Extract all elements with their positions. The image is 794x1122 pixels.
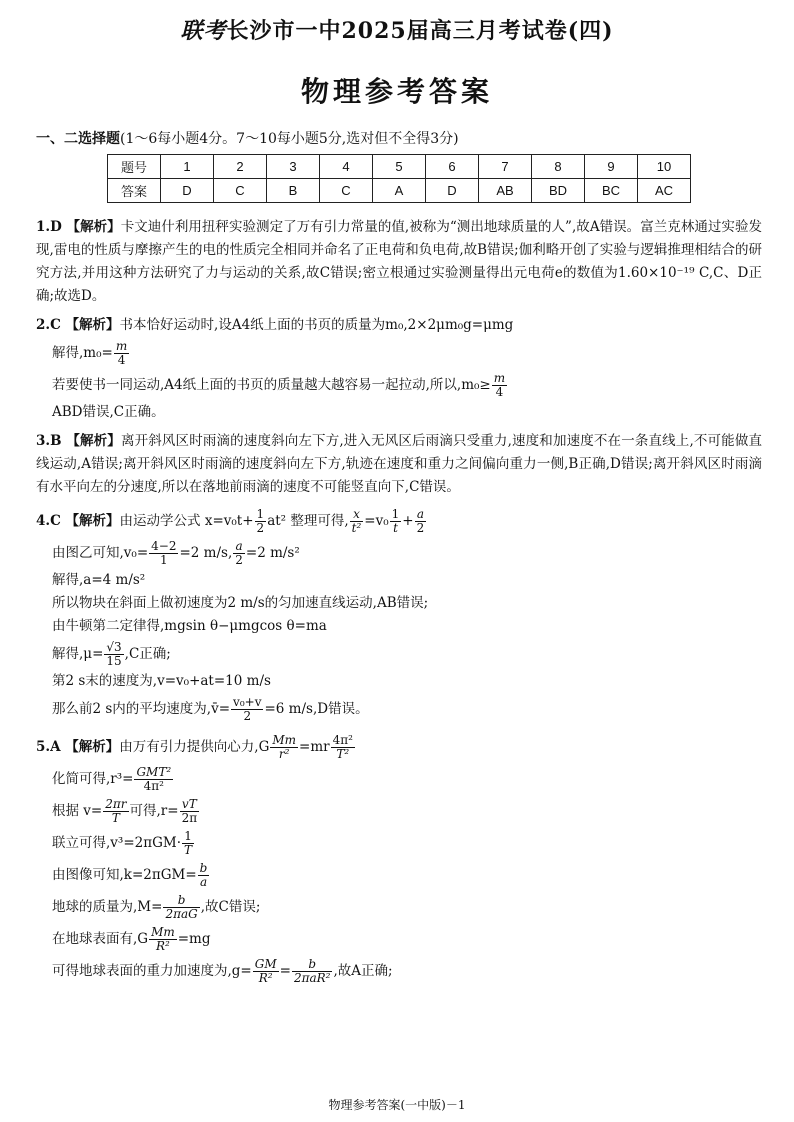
denominator: r² (278, 747, 290, 761)
fraction (415, 508, 427, 535)
solution-5-lead: 5.A 【解析】 (36, 739, 120, 755)
denominator: 4π² (143, 779, 164, 793)
table-cell: B (267, 179, 320, 203)
solutions (36, 216, 762, 987)
denominator: T² (336, 747, 350, 761)
text: + (402, 513, 414, 529)
numerator: b (163, 894, 199, 908)
fraction (198, 862, 210, 889)
numerator: Mm (151, 925, 175, 939)
fraction (253, 958, 279, 985)
numerator: √3 (106, 640, 122, 654)
fraction (104, 641, 123, 668)
text: =v₀ (364, 513, 389, 529)
denominator: 2 (256, 521, 265, 535)
text: 可得地球表面的重力加速度为,g= (52, 963, 252, 979)
table-cell: C (214, 179, 267, 203)
denominator: 2πaG (165, 907, 198, 921)
solution-5-line6 (36, 891, 762, 923)
text: =2 m/s² (245, 545, 300, 561)
numerator: 1 (256, 507, 265, 521)
table-cell: 2 (214, 155, 267, 179)
solution-2-lead: 2.C 【解析】 (36, 317, 120, 333)
denominator: t (393, 521, 398, 535)
solution-5-line3 (36, 795, 762, 827)
fraction (331, 734, 355, 761)
text: at² 整理可得, (267, 513, 349, 529)
fraction (231, 696, 263, 723)
table-cell: AB (479, 179, 532, 203)
text: 由万有引力提供向心力,G (119, 739, 270, 755)
fraction (350, 508, 364, 535)
solution-3-lead: 3.B 【解析】 (36, 433, 121, 449)
numerator: x (350, 508, 364, 522)
text: 可得,r= (129, 803, 179, 819)
table-cell: A (373, 179, 426, 203)
numerator: Mm (272, 733, 297, 747)
denominator: 2 (416, 521, 425, 535)
denominator: 2 (235, 553, 243, 567)
text: 由运动学公式 x=v₀t+ (119, 513, 254, 529)
denominator: 2 (243, 709, 252, 723)
numerator: 1 (182, 830, 194, 844)
text: 那么前2 s内的平均速度为,v̄= (52, 701, 231, 717)
table-cell: 4 (320, 155, 373, 179)
fraction (180, 798, 200, 825)
text: ,故C错误; (200, 899, 261, 915)
denominator: 15 (106, 654, 122, 668)
solution-4-line8 (36, 693, 762, 725)
header (0, 14, 794, 45)
denominator: 4 (117, 353, 126, 367)
table-cell: 7 (479, 155, 532, 179)
table-row-numbers (108, 155, 691, 179)
text: 地球的质量为,M= (52, 899, 163, 915)
solution-3-text: 离开斜风区时雨滴的速度斜向左下方,进入无风区后雨滴只受重力,速度和加速度不在一条直线上,不可能做直线运动,A错误;离开斜风区时雨滴的速度斜向左下方,轨迹在速度和重力之间偏向重力一侧,B正确,D错误;离开斜风区时雨滴有水平向左的分速度,所以在落地前雨滴的速度不可能竖直向下,C错误。 (36, 433, 762, 495)
brand-logo: 联考 (180, 18, 227, 44)
text: =2 m/s, (179, 545, 233, 561)
fraction (270, 734, 298, 761)
numerator: GM (254, 957, 277, 971)
text: 若要使书一同运动,A4纸上面的书页的质量越大越容易一起拉动,所以,m₀≥ (52, 377, 491, 393)
solution-1-text: 卡文迪什利用扭秤实验测定了万有引力常量的值,被称为“测出地球质量的人”,故A错误。富兰克林通过实验发现,雷电的性质与摩擦产生的电的性质完全相同并命名了正电荷和负电荷,故B错误;伽利略开创了实验与逻辑推理相结合的研究方法,并用这种方法研究了力与运动的关系,故C错误;密立根通过实验测量得出元电荷e的数值为1.60×10⁻¹⁹ C,C、D正确;故选D。 (36, 219, 762, 304)
section-note: (1～6每小题4分。7～10每小题5分,选对但不全得3分) (120, 131, 459, 147)
solution-4-line4: 所以物块在斜面上做初速度为2 m/s的匀加速直线运动,AB错误; (52, 595, 429, 611)
fraction (103, 798, 128, 825)
numerator: GMT² (136, 765, 172, 779)
solution-2-line4: ABD错误,C正确。 (52, 404, 165, 420)
solution-4 (36, 505, 762, 537)
numerator: 2πr (105, 797, 127, 811)
denominator: T (184, 843, 193, 857)
fraction (163, 894, 199, 921)
solution-5 (36, 731, 762, 763)
table-cell: 8 (532, 155, 585, 179)
numerator: 4−2 (151, 539, 177, 553)
solution-4-line7: 第2 s末的速度为,v=v₀+at=10 m/s (52, 673, 271, 689)
denominator: 2π (181, 811, 198, 825)
table-cell: 9 (585, 155, 638, 179)
solution-2-line3 (36, 369, 762, 401)
exam-title: 长沙市一中2025届高三月考试卷(四) (226, 18, 614, 44)
fraction (114, 340, 129, 367)
solution-4-line2 (36, 537, 762, 569)
page-footer: 物理参考答案(一中版)－1 (328, 1098, 466, 1112)
numerator: m (115, 339, 128, 353)
solution-2-line1: 书本恰好运动时,设A4纸上面的书页的质量为m₀,2×2μm₀g=μmg (119, 317, 514, 333)
denominator: 4 (495, 385, 504, 399)
numerator: b (292, 958, 333, 972)
table-cell: BD (532, 179, 585, 203)
solution-5-line5 (36, 859, 762, 891)
text: ,C正确; (124, 646, 171, 662)
table-cell: D (161, 179, 214, 203)
denominator: a (199, 875, 208, 889)
text: 联立可得,v³=2πGM· (52, 835, 182, 851)
solution-5-line4 (36, 827, 762, 859)
fraction (255, 508, 267, 535)
fraction (149, 540, 178, 567)
solution-5-line2 (36, 763, 762, 795)
table-cell: 3 (267, 155, 320, 179)
numerator: a (415, 508, 427, 522)
table-row-answers (108, 179, 691, 203)
text: ,故A正确; (333, 963, 393, 979)
solution-1 (36, 216, 762, 308)
solution-1-lead: 1.D 【解析】 (36, 219, 121, 235)
fraction (182, 830, 194, 857)
solution-5-line8 (36, 955, 762, 987)
fraction (149, 926, 177, 953)
text: 由图像可知,k=2πGM= (52, 867, 197, 883)
solution-4-lead: 4.C 【解析】 (36, 513, 120, 529)
text: = (279, 963, 291, 979)
text: 解得,μ= (52, 646, 104, 662)
text: =mg (177, 931, 211, 947)
numerator: 4π² (332, 733, 353, 747)
denominator: t² (351, 521, 362, 535)
fraction (233, 540, 245, 567)
text: =mr (299, 739, 330, 755)
text: 由图乙可知,v₀= (52, 545, 149, 561)
section-heading (36, 128, 459, 148)
solution-4-line5: 由牛顿第二定律得,mgsin θ−μmgcos θ=ma (52, 618, 327, 634)
text: 化简可得,r³= (52, 771, 134, 787)
table-cell: 1 (161, 155, 214, 179)
fraction (390, 508, 402, 535)
fraction (492, 372, 507, 399)
fraction (292, 958, 333, 985)
numerator: m (493, 371, 506, 385)
solution-5-line7 (36, 923, 762, 955)
row-label-answers: 答案 (108, 179, 161, 203)
numerator: a (233, 540, 245, 554)
table-cell: 6 (426, 155, 479, 179)
text: 根据 v= (52, 803, 103, 819)
numerator: v₀+v (233, 695, 262, 709)
table-cell: AC (638, 179, 691, 203)
table-cell: 5 (373, 155, 426, 179)
solution-3 (36, 430, 762, 499)
doc-title: 物理参考答案 (300, 75, 493, 108)
section-label: 一、二选择题 (36, 131, 120, 147)
row-label-numbers: 题号 (108, 155, 161, 179)
numerator: b (199, 861, 208, 875)
denominator: R² (155, 939, 170, 953)
table-cell: 10 (638, 155, 691, 179)
denominator: R² (258, 971, 273, 985)
solution-2 (36, 314, 762, 337)
table-cell: D (426, 179, 479, 203)
solution-4-line6 (36, 638, 762, 670)
answer-table (107, 154, 691, 203)
fraction (134, 766, 173, 793)
solution-2-line2 (36, 337, 762, 369)
numerator: vT (180, 798, 200, 812)
denominator: 1 (160, 553, 168, 567)
table-cell: C (320, 179, 373, 203)
denominator: 2πaR² (293, 971, 331, 985)
table-cell: BC (585, 179, 638, 203)
text: 在地球表面有,G (52, 931, 149, 947)
text: 解得,m₀= (52, 345, 113, 361)
denominator: T (111, 811, 120, 825)
solution-4-line3: 解得,a=4 m/s² (52, 572, 146, 588)
text: =6 m/s,D错误。 (264, 701, 369, 717)
numerator: 1 (391, 507, 400, 521)
